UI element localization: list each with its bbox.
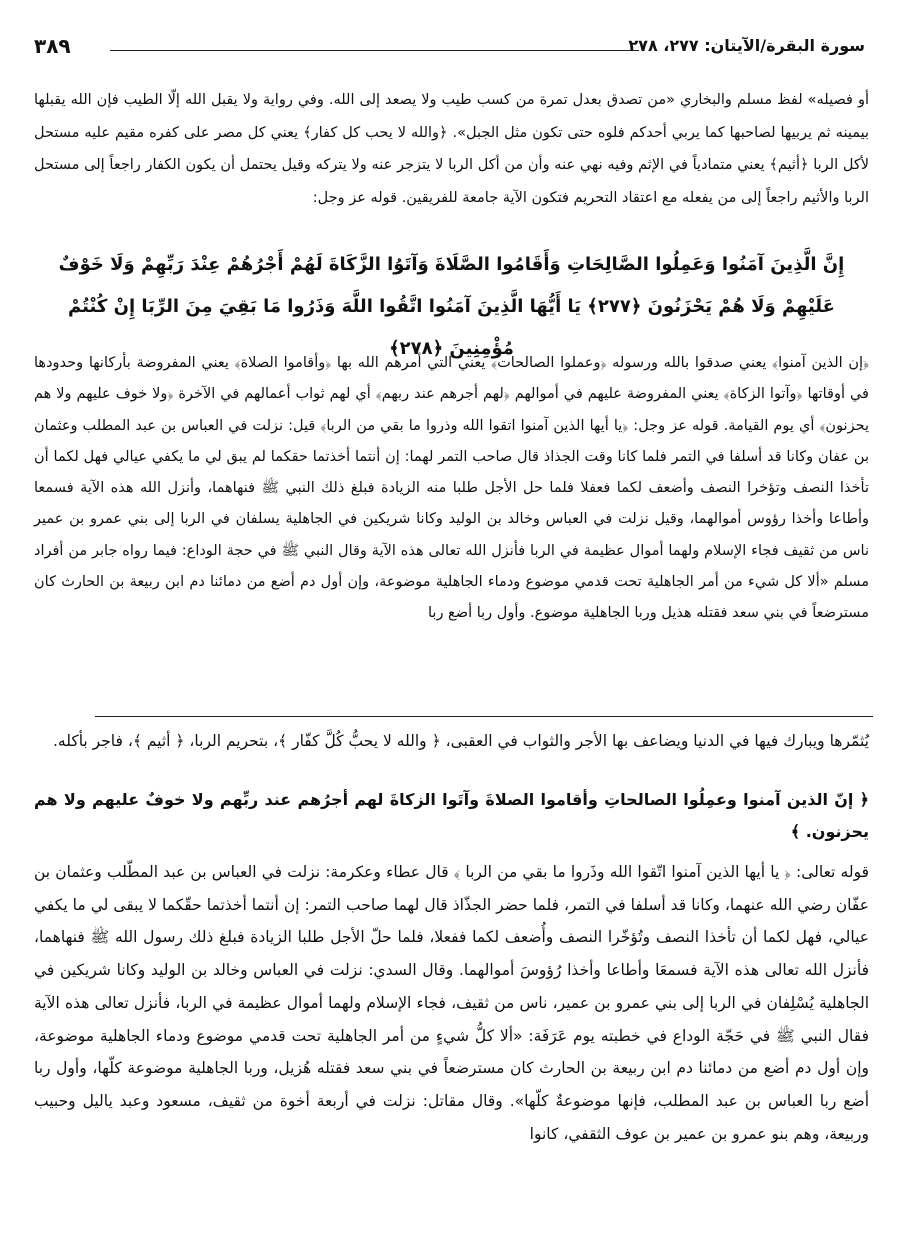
lower-commentary-paragraph-1	[34, 726, 869, 757]
running-head: سورة البقرة/الآيتان: ٢٧٧، ٢٧٨	[628, 36, 865, 55]
paragraph-text: قوله تعالى: ﴿ يا أيها الذين آمنوا اتّقوا الله وذَروا ما بقي من الربا ﴾ قال عطاء وعكرمة: نزلت في العباس بن عبد المطّلب وعثمان بن عفّان رضي الله عنهما، وكانا قد أسلفا في التمر، فلما حضر الجذّاذ قال لهما صاحب التمر: إن أنتما أخذتما حقّكما لا يبقى لي ما يكفي عيالي، فهل لكما أن تأخذا النصف وتُؤخّرا النصف وأُضعف لكما ففعلا، فلما حلّ الأجل طلبا الزيادة فبلغ ذلك رسول الله ﷺ فنهاهما، فأنزل الله تعالى هذه الآية فسمعَا وأطاعا وأخذا رُؤوسَ أموالهما. وقال السدي: نزلت في العباس وخالد بن الوليد وكانا شريكين في الجاهلية يُسْلِفان في الربا إلى بني عمرو بن عمير، ناس من ثقيف، فجاء الإسلام ولهما أموال عظيمة في الربا، فأنزل تعالى هذه الآية فقال النبي ﷺ في حَجّة الوداع في خطبته يوم عَرَفَة: «ألا كلُّ شيءٍ من أمر الجاهلية تحت قدمي موضوع ودماء الجاهلية موضوعة، وإن أول دم أضع من دمائنا دم ابن ربيعة بن الحارث كان مسترضعاً في بني سعد فقتله هُزيل، وربا الجاهلية موضوعة كلّها، وأول ربا أضع ربا العباس بن عبد المطلب، فإنها موضوعةٌ كلّها». وقال مقاتل: نزلت في أربعة أخوة من ثقيف، مسعود وعبد ياليل وحبيب وربيعة، وهم بنو عمرو بن عمير بن عوف الثقفي، كانوا	[34, 863, 869, 1143]
verse-text: إِنَّ الَّذِينَ آمَنُوا وَعَمِلُوا الصَّالِحَاتِ وَأَقَامُوا الصَّلَاةَ وَآتَوُا الزَّكَاةَ لَهُمْ أَجْرُهُمْ عِنْدَ رَبِّهِمْ وَلَا خَوْفٌ عَلَيْهِمْ وَلَا هُمْ يَحْزَنُونَ ﴿٢٧٧﴾ يَا أَيُّهَا الَّذِينَ آمَنُوا اتَّقُوا اللَّهَ وَذَرُوا مَا بَقِيَ مِنَ الرِّبَا إِنْ كُنْتُمْ مُؤْمِنِينَ ﴿٢٧٨﴾	[58, 254, 845, 359]
commentary-paragraph-1	[34, 84, 869, 214]
page-header	[30, 30, 869, 64]
lower-verse-quote	[34, 784, 869, 848]
commentary-paragraph-2	[34, 348, 869, 630]
section-divider	[95, 716, 873, 717]
paragraph-text: يُثمّرها ويبارك فيها في الدنيا ويضاعف بها الأجر والثواب في العقبى، ﴿ والله لا يحبُّ كُلَّ كفّار ﴾، بتحريم الربا، ﴿ أثيم ﴾، فاجر بأكله.	[52, 732, 869, 750]
lower-commentary-paragraph-2	[34, 856, 869, 1150]
paragraph-text: ﴿إن الذين آمنوا﴾ يعني صدقوا بالله ورسوله ﴿وعملوا الصالحات﴾ يعني التي أمرهم الله بها ﴿وأقاموا الصلاة﴾ يعني المفروضة بأركانها وحدودها في أوقاتها ﴿وآتوا الزكاة﴾ يعني المفروضة عليهم في أموالهم ﴿لهم أجرهم عند ربهم﴾ أي لهم ثواب أعمالهم في الآخرة ﴿ولا خوف عليهم ولا هم يحزنون﴾ أي يوم القيامة. قوله عز وجل: ﴿يا أيها الذين آمنوا اتقوا الله وذروا ما بقي من الربا﴾ قيل: نزلت في العباس بن عبد المطلب وعثمان بن عفان وكانا قد أسلفا في التمر فلما كانا وقت الجذاذ قال صاحب التمر لهما: إن أنتما أخذتما حقكما لم يبق لي ما يكفي عيالي فهل لكما أن تأخذا النصف وتؤخرا النصف وأضعف لكما فعفلا فلما حل الأجل طلبا منه الزيادة فبلغ ذلك النبي ﷺ فنهاهما، وأنزل الله هذه الآية فسمعا وأطاعا وأخذا رؤوس أموالهما، وقيل نزلت في العباس وخالد بن الوليد وكانا شريكين في الجاهلية يسلفان في الربا إلى بني عمرو بن عمير ناس من ثقيف فجاء الإسلام ولهما أموال عظيمة في الربا فأنزل الله تعالى هذه الآية وقال النبي ﷺ في حجة الوداع: فيما رواه جابر من أفراد مسلم «ألا كل شيء من أمر الجاهلية تحت قدمي موضوع ودماء الجاهلية موضوعة، وإن أول دم أضع من دمائنا دم ابن ربيعة بن الحارث كان مسترضعاً في بني سعد فقتله هذيل وربا الجاهلية موضوع. وأول ربا أضع ربا	[34, 355, 869, 622]
page-number: ٣٨٩	[34, 34, 71, 58]
paragraph-text: ﴿ إنّ الذين آمنوا وعمِلُوا الصالحاتِ وأقاموا الصلاةَ وآتَوا الزكاةَ لهم أجرُهم عند ربِّهم ولا خوفٌ عليهم ولا هم يحزنون. ﴾	[34, 790, 869, 841]
header-rule	[110, 50, 639, 51]
paragraph-text: أو فصيله» لفظ مسلم والبخاري «من تصدق بعدل تمرة من كسب طيب ولا يصعد إلى الله. وفي رواية ولا يقبل الله إلّا الطيب فإن الله يقبلها بيمينه ثم يربيها لصاحبها كما يربي أحدكم فلوه حتى تكون مثل الجبل». ﴿والله لا يحب كل كفار﴾ يعني كل مصر على كفره مقيم عليه مستحل لأكل الربا ﴿أثيم﴾ يعني متمادياً في الإثم وفيه نهي عنه وأن من أكل الربا لا يتزجر عنه ولا يتركه وقيل يحتمل أن يكون الكفار راجعاً إلى مستحل الربا والأثيم راجعاً إلى من يفعله مع اعتقاد التحريم فتكون الآية جامعة للفريقين. قوله عز وجل:	[34, 92, 869, 206]
